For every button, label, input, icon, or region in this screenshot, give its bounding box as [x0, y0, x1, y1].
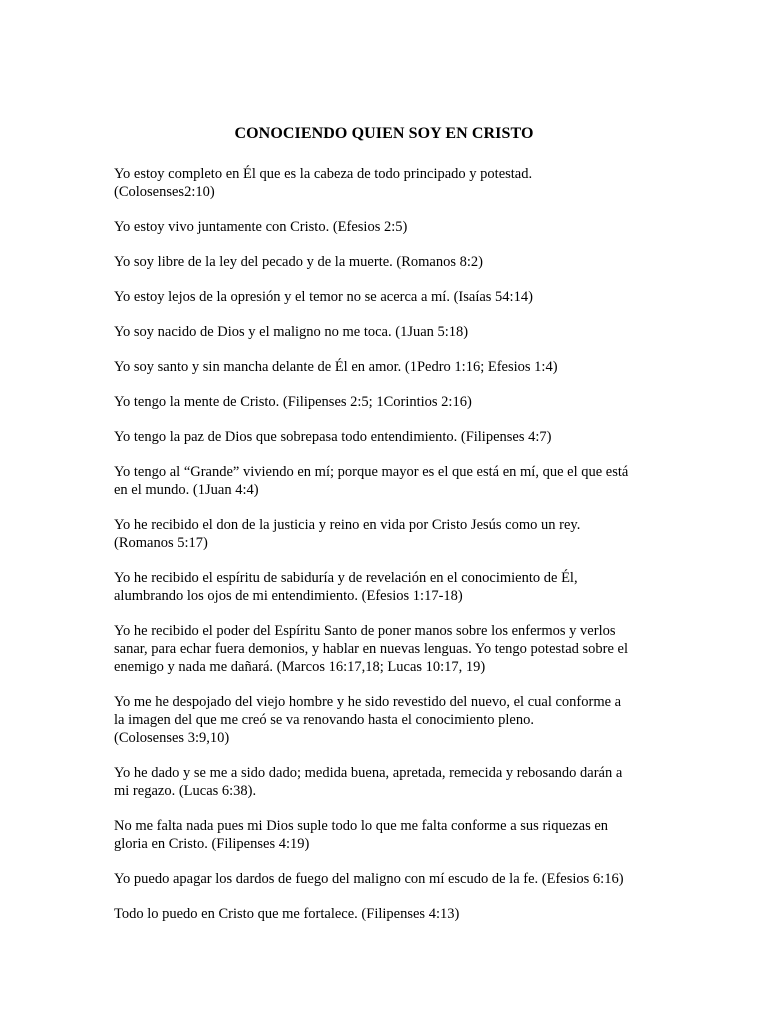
paragraph-line: mi regazo. (Lucas 6:38). — [114, 783, 257, 799]
paragraph — [114, 323, 659, 341]
document-body — [114, 165, 659, 940]
paragraph — [114, 569, 659, 605]
paragraph-line: Yo tengo la paz de Dios que sobrepasa todo entendimiento. (Filipenses 4:7) — [114, 429, 552, 445]
paragraph — [114, 905, 659, 923]
paragraph-line: Yo he dado y se me a sido dado; medida buena, apretada, remecida y rebosando darán a — [114, 765, 623, 781]
paragraph-line: enemigo y nada me dañará. (Marcos 16:17,18; Lucas 10:17, 19) — [114, 659, 486, 675]
paragraph — [114, 516, 659, 552]
paragraph-line: Yo he recibido el poder del Espíritu Santo de poner manos sobre los enfermos y verlos — [114, 623, 616, 639]
paragraph-line: Yo estoy vivo juntamente con Cristo. (Efesios 2:5) — [114, 219, 408, 235]
paragraph-line: No me falta nada pues mi Dios suple todo lo que me falta conforme a sus riquezas en — [114, 818, 609, 834]
paragraph-line: Yo he recibido el espíritu de sabiduría y de revelación en el conocimiento de Él, — [114, 570, 578, 586]
paragraph-line: Yo estoy completo en Él que es la cabeza de todo principado y potestad. — [114, 166, 533, 182]
paragraph-line: Yo he recibido el don de la justicia y reino en vida por Cristo Jesús como un rey. — [114, 517, 581, 533]
paragraph-line: Yo soy santo y sin mancha delante de Él en amor. (1Pedro 1:16; Efesios 1:4) — [114, 359, 558, 375]
paragraph — [114, 870, 659, 888]
paragraph-line: sanar, para echar fuera demonios, y hablar en nuevas lenguas. Yo tengo potestad sobre el — [114, 641, 628, 657]
paragraph-line: alumbrando los ojos de mi entendimiento. (Efesios 1:17-18) — [114, 588, 463, 604]
paragraph — [114, 393, 659, 411]
paragraph-line: Yo me he despojado del viejo hombre y he sido revestido del nuevo, el cual conforme a — [114, 694, 622, 710]
paragraph — [114, 253, 659, 271]
document-title: CONOCIENDO QUIEN SOY EN CRISTO — [234, 125, 534, 142]
paragraph-line: Yo soy nacido de Dios y el maligno no me toca. (1Juan 5:18) — [114, 324, 469, 340]
paragraph — [114, 817, 659, 853]
paragraph-line: Yo tengo la mente de Cristo. (Filipenses 2:5; 1Corintios 2:16) — [114, 394, 472, 410]
paragraph-line: Yo puedo apagar los dardos de fuego del maligno con mí escudo de la fe. (Efesios 6:16) — [114, 871, 624, 887]
paragraph — [114, 622, 659, 676]
paragraph-line: Yo tengo al “Grande” viviendo en mí; porque mayor es el que está en mí, que el que está — [114, 464, 629, 480]
paragraph-line: la imagen del que me creó se va renovando hasta el conocimiento pleno. — [114, 712, 534, 728]
paragraph — [114, 693, 659, 747]
paragraph-line: Yo estoy lejos de la opresión y el temor no se acerca a mí. (Isaías 54:14) — [114, 289, 533, 305]
paragraph — [114, 428, 659, 446]
paragraph — [114, 165, 659, 201]
paragraph-line: (Romanos 5:17) — [114, 535, 208, 551]
paragraph — [114, 358, 659, 376]
paragraph-line: Todo lo puedo en Cristo que me fortalece. (Filipenses 4:13) — [114, 906, 460, 922]
paragraph-line: en el mundo. (1Juan 4:4) — [114, 482, 259, 498]
paragraph-line: (Colosenses 3:9,10) — [114, 730, 230, 746]
paragraph — [114, 288, 659, 306]
paragraph-line: gloria en Cristo. (Filipenses 4:19) — [114, 836, 310, 852]
paragraph-line: (Colosenses2:10) — [114, 184, 215, 200]
paragraph-line: Yo soy libre de la ley del pecado y de la muerte. (Romanos 8:2) — [114, 254, 483, 270]
paragraph — [114, 463, 659, 499]
paragraph — [114, 218, 659, 236]
paragraph — [114, 764, 659, 800]
